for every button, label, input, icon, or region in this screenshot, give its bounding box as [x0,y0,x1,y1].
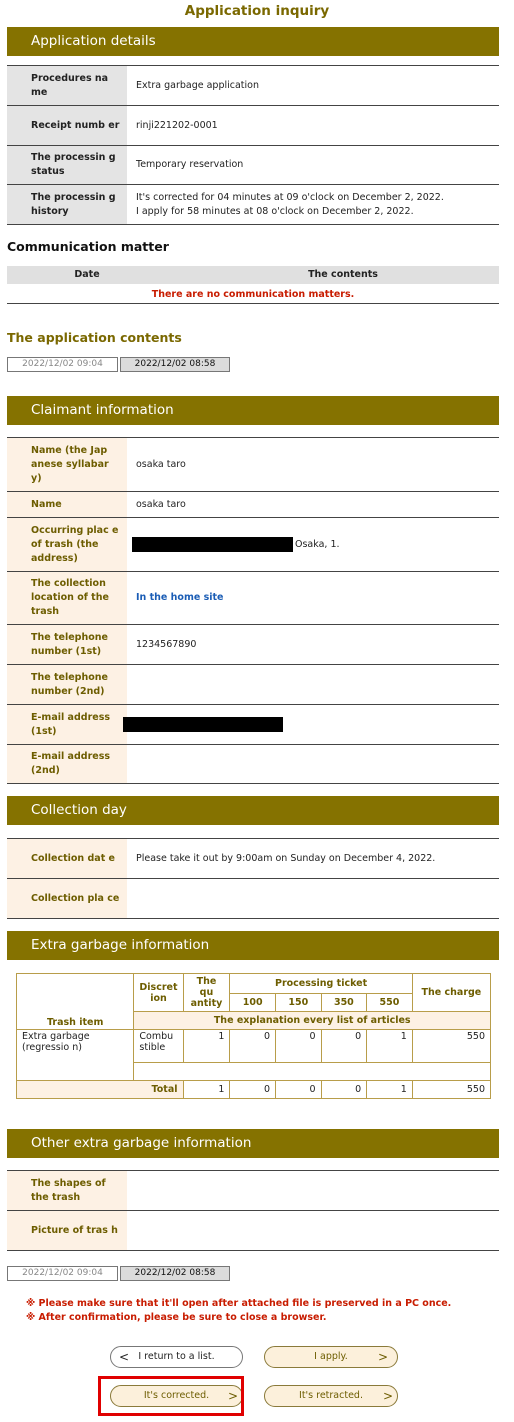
detail-row-receipt [7,106,499,146]
other-label: Picture of tras h [7,1211,127,1250]
tab-version-0904-bottom[interactable]: 2022/12/02 09:04 [7,1266,118,1281]
chevron-right-icon: > [382,1389,393,1403]
chevron-right-icon: > [377,1350,388,1364]
claimant-row-location [7,572,499,625]
claimant-label: The collection location of the trash [7,572,127,624]
col-division: Discret ion [134,974,183,1012]
retracted-label: It's retracted. [299,1390,363,1401]
chevron-left-icon: < [119,1350,130,1364]
corrected-button-highlight [98,1376,244,1416]
other-extra-header: Other extra garbage information [7,1129,499,1158]
ticket-350-cell: 0 [321,1030,367,1063]
claimant-label: Occurring plac e of trash (the address) [7,518,127,571]
history-line: I apply for 58 minutes at 08 o'clock on December 2, 2022. [136,205,414,217]
collection-row-place [7,879,499,919]
detail-label: Procedures na me [7,66,127,105]
item-explanation-cell [134,1063,491,1081]
page-title: Application inquiry [184,3,330,19]
col-ticket-350: 350 [321,994,367,1012]
claimant-label: The telephone number (1st) [7,625,127,664]
extra-garbage-table [16,973,491,1099]
tab-version-0858[interactable]: 2022/12/02 08:58 [120,357,230,372]
col-charge: The charge [412,974,490,1012]
notice-line: ※ After confirmation, please be sure to close a browser. [26,1312,327,1323]
total-ticket-550: 1 [367,1081,413,1099]
claimant-row-kana [7,438,499,492]
collection-label: Collection dat e [7,839,127,878]
total-ticket-100: 0 [230,1081,276,1099]
total-quantity: 1 [183,1081,230,1099]
chevron-right-icon: > [227,1389,238,1403]
total-ticket-350: 0 [321,1081,367,1099]
explanation-header: The explanation every list of articles [134,1012,491,1030]
claimant-value [127,665,499,704]
col-processing-ticket: Processing ticket [230,974,412,994]
other-label: The shapes of the trash [7,1171,127,1210]
detail-row-procedure [7,66,499,106]
notice-line: ※ Please make sure that it'll open after attached file is preserved in a PC once. [26,1298,452,1309]
claimant-row-email2 [7,745,499,784]
detail-label: The processin g history [7,185,127,224]
tab-version-0858-bottom[interactable]: 2022/12/02 08:58 [120,1266,230,1281]
detail-value: Temporary reservation [136,159,244,170]
col-date: Date [74,269,100,280]
other-value [127,1171,499,1210]
ticket-550-cell: 1 [367,1030,413,1063]
detail-row-history [7,185,499,225]
apply-label: I apply. [314,1351,348,1362]
collection-value [127,879,499,918]
apply-button[interactable] [264,1346,398,1368]
total-ticket-150: 0 [275,1081,321,1099]
col-ticket-550: 550 [367,994,413,1012]
col-quantity: The qu antity [183,974,230,1012]
claimant-value [127,745,499,783]
claimant-value: 1234567890 [136,638,197,650]
detail-value: Extra garbage application [136,79,260,91]
other-extra-table [7,1170,499,1251]
claimant-label: The telephone number (2nd) [7,665,127,704]
collection-location-link[interactable]: In the home site [136,592,224,603]
no-communication-message: There are no communication matters. [7,285,499,304]
claimant-row-name [7,492,499,518]
claimant-value: osaka taro [136,498,186,510]
return-to-list-label: I return to a list. [138,1351,215,1362]
corrected-label: It's corrected. [143,1390,210,1401]
claimant-row-tel1 [7,625,499,665]
claimant-label: E-mail address (1st) [7,705,127,744]
detail-row-status [7,146,499,185]
claimant-value: Osaka, 1. [295,538,340,550]
application-details-header: Application details [7,27,499,56]
application-contents-title: The application contents [7,330,182,345]
collection-day-header: Collection day [7,796,499,825]
retracted-button[interactable] [264,1385,398,1407]
collection-day-table [7,838,499,919]
total-charge: 550 [412,1081,490,1099]
total-row [17,1081,491,1099]
communication-table-header [7,266,499,284]
redacted-email [123,717,283,732]
detail-label: Receipt numb er [7,106,127,145]
collection-label: Collection pla ce [7,879,127,918]
col-contents: The contents [308,269,378,280]
history-line: It's corrected for 04 minutes at 09 o'clock on December 2, 2022. [136,191,444,203]
detail-label: The processin g status [7,146,127,184]
claimant-label: Name (the Jap anese syllabar y) [7,438,127,491]
collection-row-date [7,839,499,879]
claimant-header: Claimant information [7,396,499,425]
notice-messages [26,1297,451,1325]
ticket-150-cell: 0 [275,1030,321,1063]
return-to-list-button[interactable] [110,1346,243,1368]
trash-item-cell: Extra garbage (regressio n) [17,1030,134,1081]
claimant-row-tel2 [7,665,499,705]
col-ticket-100: 100 [230,994,276,1012]
other-row-picture [7,1211,499,1251]
detail-value [127,185,499,224]
division-cell: Combu stible [134,1030,183,1063]
application-details-table [7,65,499,225]
collection-value: Please take it out by 9:00am on Sunday on December 4, 2022. [136,852,436,864]
claimant-value: osaka taro [136,458,186,470]
charge-cell: 550 [412,1030,490,1063]
other-row-shapes [7,1171,499,1211]
other-value [127,1211,499,1250]
claimant-label: E-mail address (2nd) [7,745,127,783]
detail-value: rinji221202-0001 [136,119,218,131]
tab-version-0904[interactable]: 2022/12/02 09:04 [7,357,118,372]
col-trash-item: Trash item [17,974,134,1030]
redacted-address [132,537,293,552]
table-row [17,1030,491,1063]
communication-title: Communication matter [7,239,169,254]
col-ticket-150: 150 [275,994,321,1012]
total-label: Total [17,1081,184,1099]
ticket-100-cell: 0 [230,1030,276,1063]
claimant-label: Name [7,492,127,517]
extra-garbage-header: Extra garbage information [7,931,499,960]
quantity-cell: 1 [183,1030,230,1063]
